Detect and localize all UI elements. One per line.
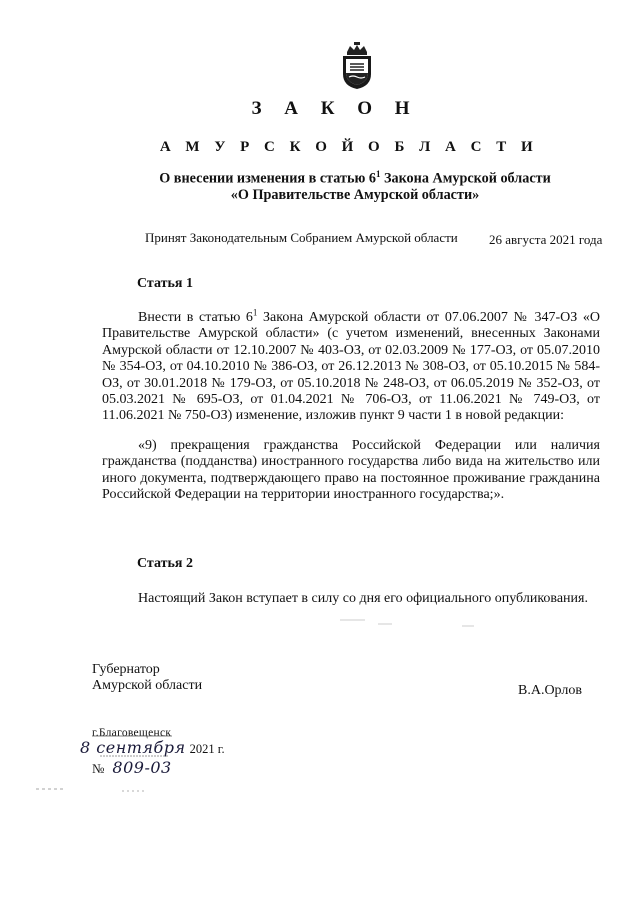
article1-heading: Статья 1 bbox=[137, 276, 193, 291]
law-subject bbox=[130, 166, 580, 203]
document-type-title: З А К О Н bbox=[251, 98, 419, 119]
position-line2: Амурской области bbox=[92, 678, 203, 693]
quoted-clause-text: «9) прекращения гражданства Российской Федерации или наличия гражданства (подданства) иностранного государства либо вида на жительство или иного документа, подтверждающего право на постоянное проживание гражданина Российской Федерации на территории иностранного государства;». bbox=[102, 438, 600, 503]
subject-line1-part-b: Закона Амурской области bbox=[380, 170, 551, 187]
adoption-statement: Принят Законодательным Собранием Амурской области bbox=[145, 230, 458, 245]
signatory-position bbox=[92, 662, 202, 694]
coat-of-arms-icon bbox=[341, 42, 373, 90]
article1-quoted-clause bbox=[102, 438, 600, 504]
article1-text-a: Внести в статью 6 bbox=[138, 310, 253, 325]
place-of-signing: г.Благовещенск bbox=[92, 727, 172, 739]
article2-text: Настоящий Закон вступает в силу со дня его официального опубликования. bbox=[138, 591, 588, 606]
subject-superscript: 1 bbox=[375, 169, 381, 179]
adoption-date: 26 августа 2021 года bbox=[489, 232, 603, 247]
signatory-name: В.А.Орлов bbox=[518, 683, 582, 698]
subject-line1-part-a: О внесении изменения в статью 6 bbox=[159, 170, 376, 187]
handwritten-date: 8 сентября bbox=[80, 738, 186, 757]
article2-heading: Статья 2 bbox=[137, 556, 193, 571]
law-number bbox=[92, 758, 172, 777]
article2-paragraph bbox=[102, 591, 600, 607]
article1-superscript: 1 bbox=[252, 307, 258, 318]
region-title: А М У Р С К О Й О Б Л А С Т И bbox=[159, 139, 539, 155]
subject-line2: «О Правительстве Амурской области» bbox=[230, 186, 480, 203]
number-sign: № bbox=[92, 761, 105, 776]
signing-date bbox=[80, 738, 225, 758]
position-line1: Губернатор bbox=[92, 662, 160, 677]
article1-paragraph bbox=[102, 307, 600, 425]
handwritten-number: 809-03 bbox=[112, 758, 172, 777]
article1-text-b: Закона Амурской области от 07.06.2007 № 347-ОЗ «О Правительстве Амурской области» (с учетом изменений, внесенных Законами Амурской области от 12.10.2007 № 403-ОЗ, от 02.03.2009 № 177-ОЗ, от 05.07.2010 № 354-ОЗ, от 04.10.2010 № 386-ОЗ, от 26.12.2013 № 308-ОЗ, от 05.10.2015 № 584-ОЗ, от 30.01.2018 № 179-ОЗ, от 05.10.2018 № 248-ОЗ, от 06.05.2019 № 352-ОЗ, от 05.03.2021 № 695-ОЗ, от 01.04.2021 № 706-ОЗ, от 11.06.2021 № 749-ОЗ, от 11.06.2021 № 750-ОЗ) изменение, изложив пункт 9 части 1 в новой редакции: bbox=[102, 310, 600, 424]
signing-year: 2021 г. bbox=[189, 742, 225, 756]
